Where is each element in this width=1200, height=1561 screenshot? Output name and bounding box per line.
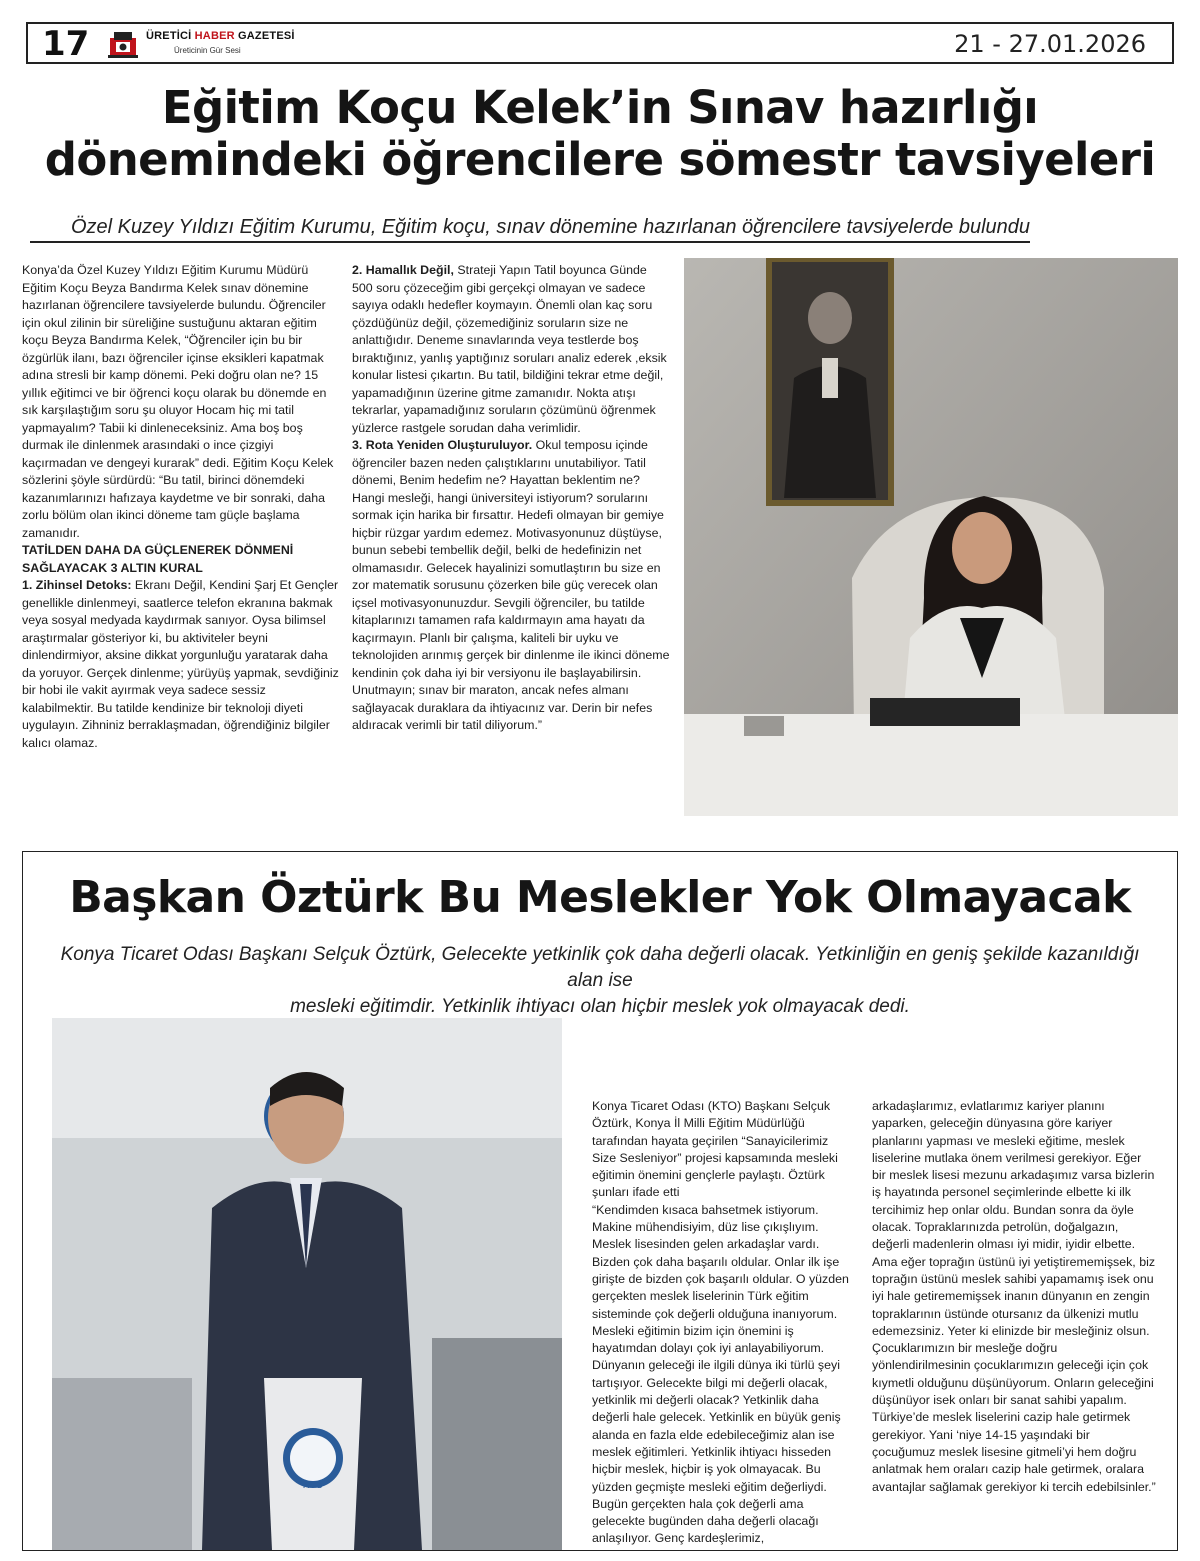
article2-headline: Başkan Öztürk Bu Meslekler Yok Olmayacak — [69, 872, 1131, 923]
article1-subtitle: Özel Kuzey Yıldızı Eğitim Kurumu, Eğitim koçu, sınav dönemine hazırlanan öğrencilere tavsiyelerde bulundu — [30, 214, 1030, 243]
article1-section-heading: TATİLDEN DAHA DA GÜÇLENEREK DÖNMENİ SAĞLAYACAK 3 ALTIN KURAL — [22, 543, 294, 575]
page-number: 17 — [42, 24, 90, 64]
article2-column-2 — [872, 1098, 1156, 1496]
newspaper-name: ÜRETİCİ HABER GAZETESİ — [146, 30, 295, 42]
article1-headline: Eğitim Koçu Kelek’in Sınav hazırlığı dönemindeki öğrencilere sömestr tavsiyeleri — [44, 81, 1156, 186]
article2-column-1 — [592, 1098, 854, 1548]
article2-para-1: Konya Ticaret Odası (KTO) Başkanı Selçuk Öztürk, Konya İl Milli Eğitim Müdürlüğü tarafından hayata geçirilen “Sanayicilerimiz Size Sesleniyor” projesi kapsamında mesleki eğitimin önemini gençlerle paylaştı. Öztürk şunları ifade etti — [592, 1099, 838, 1200]
newspaper-tagline: Üreticinin Gür Sesi — [174, 46, 241, 55]
page-header — [26, 22, 1174, 64]
podium-logo-text: KTO — [302, 1480, 324, 1491]
article1-column-2 — [352, 262, 670, 735]
issue-date: 21 - 27.01.2026 — [954, 30, 1146, 58]
article1-photo — [684, 258, 1178, 816]
article2-para-3: arkadaşlarımız, evlatlarımız kariyer planını yaparken, geleceğin dünyasına göre kariyer planlarını yapması ve mesleki eğitime, meslek liselerine mutlaka önem verilmesi gerekiyor. Eğer bir meslek lisesi mezunu arkadaşımız varsa bizlerin iş hayatında personel seçimlerinde elbette ki ilk tercihimiz hep onlar oldu. Bundan sonra da öyle olacak. Topraklarınızda petrolün, doğalgazın, değerli madenlerin olması iyi midir, iyidir elbette. Ama eğer toprağın üstünü iyi yetiştirememişsek, biz toprağın üstünü meslek sahibi yapamamış isek onu iyi hale getirememişsek inanın dünyanın en zengin topraklarının üstünde otursanız da ülkenizi mutlu edemezsiniz. Yeter ki elinizde bir mesleğiniz olsun. Çocuklarımızın bir mesleğe doğru yönlendirilmesinin çocuklarımızın geleceği için çok kıymetli olduğunu düşünüyorum. Onların geleceğini düşünüyor isek onları bir sanat sahibi yapalım. Türkiye’de meslek liselerini cazip hale getirmek gerekiyor. Yani ‘niye 14-15 yaşındaki bir çocuğumuz meslek lisesine gitmeli’yi hem doğru anlatmak hem oraları cazip hale getirmek, oralara avantajlar sağlamak gerekiyor ki tercih edebilsinler.” — [872, 1099, 1156, 1494]
article1-rule1: 1. Zihinsel Detoks: Ekranı Değil, Kendini Şarj Et Gençler genellikle dinlenmeyi, saatlerce telefon ekranına bakmak veya sosyal medyada kaydırmak sanıyor. Oysa bilimsel araştırmalar gösteriyor ki, bu aktiviteler beyni dinlendirmiyor, aksine dikkat yorgunluğu yaratarak daha da yoruyor. Gerçek dinlenme; yürüyüş yapmak, sevdiğiniz bir hobi ile vakit ayırmak veya sadece sessiz kalabilmektir. Bu tatilde kendinize bir teknoloji diyeti uygulayın. Zihniniz berraklaşmadan, öğrendiğiniz bilgiler kalıcı olamaz. — [22, 578, 339, 750]
article1-rule2: 2. Hamallık Değil, Strateji Yapın Tatil boyunca Günde 500 soru çözeceğim gibi gerçekçi olmayan ve sadece sayıya odaklı hedefler koymayın. Önemli olan kaç soru çözdüğünüz değil, çözemediğiniz soruların size ne anlattığıdır. Deneme sınavlarında veya testlerde boş bıraktığınız, yanlış yaptığınız soruları analiz ederek ,eksik konular listesi çıkartın. Bu tatil, bildiğini tekrar etme değil, yapamadığının üzerine gitme zamanıdır. Nokta atışı tekrarlar, yapamadığınız soruların çözümünü öğrenmek yüzlerce rastgele sorudan daha verimlidir. — [352, 263, 667, 435]
article2-subtitle: Konya Ticaret Odası Başkanı Selçuk Öztürk, Gelecekte yetkinlik çok daha değerli olacak. Yetkinliğin en geniş şekilde kazanıldığı alan ise mesleki eğitimdir. Yetkinlik ihtiyacı olan hiçbir meslek yok olmayacak dedi. — [60, 944, 1140, 1017]
article2-photo — [52, 1018, 562, 1550]
article2-para-2: “Kendimden kısaca bahsetmek istiyorum. Makine mühendisiyim, düz lise çıkışlıyım. Meslek lisesinden gelen arkadaşlar vardı. Bizden çok daha başarılı oldular. Onlar ilk işe girişte de bizden çok başarılı oldular. O yüzden gerçekten meslek liselerinin Türk eğitim sisteminde çok değerli olduğuna inanıyorum. Mesleki eğitimin bizim için önemini iş hayatımdan dolayı çok iyi anlayabiliyorum. Dünyanın geleceği ile ilgili dünya iki türlü şeyi tartışıyor. Gelecekte bilgi mi değerli olacak, yetkinlik mi değerli olacak? Yetkinlik daha değerli hale gelecek. Yetkinlik en büyük geniş alanda en fazla elde edebileceğimiz alan ise meslek eğitimleri. Yetkinlik ihtiyacı hisseden hiçbir meslek, hiçbir iş yok olmayacak. Bu yüzden geçmişte mesleki eğitim değerliydi. Bugün gerçekten hala çok değerli ama gelecekte bugünden daha değerli olacağı anlaşılıyor. Genç kardeşlerimiz, — [592, 1202, 849, 1546]
article1-rule3: 3. Rota Yeniden Oluşturuluyor. Okul temposu içinde öğrenciler bazen neden çalıştıklarını unutabiliyor. Tatil dönemi, Benim hedefim ne? Hayattan beklentim ne? Hangi mesleği, hangi üniversiteyi istiyorum? sorularını sormak için harika bir fırsattır. Hedefi olmayan bir gemiye hiçbir rüzgar yardım edemez. Motivasyonunuz düştüyse, bunun sebebi tembellik değil, belki de hedefinizin net olmamasıdır. Gelecek hayalinizi somutlaştırın bu size en zor matematik sorusunu çözerken bile güç verecek olan içsel motivasyonunuzdur. Sevgili öğrenciler, bu tatilde kitaplarınızı tamamen rafa kaldırmayın ama hayatı da kaçırmayın. Planlı bir çalışma, kaliteli bir uyku ve teknolojiden arınmış gerçek bir dinlenme ile ikinci döneme kendinin çok daha iyi bir versiyonu ile başlayabilirsin. Unutmayın; sınav bir maraton, ancak nefes almanı sağlayacak duraklara da ihtiyacınız var. Derin bir nefes aldıracak verimli bir tatil diliyorum.” — [352, 438, 670, 732]
article1-column-1 — [22, 262, 340, 752]
article1-intro: Konya’da Özel Kuzey Yıldızı Eğitim Kurumu Müdürü Eğitim Koçu Beyza Bandırma Kelek sınav dönemine hazırlanan öğrencilere tavsiyelerde bulundu. Öğrenciler için okul zilinin bir süreliğine sustuğunu aktaran eğitim koçu Beyza Bandırma Kelek, “Öğrenciler için bu bir özgürlük ilanı, bazı öğrenciler içinse eksikleri kapatmak adına stresli bir kamp dönemi. Peki doğru olan ne? 15 yıllık eğitimci ve bir öğrenci koçu olarak bu dönemde en sık karşılaştığım soru şu oluyor Hocam hiç mi tatil yapmayalım? Tabii ki dinleneceksiniz. Ama boş boş durmak ile dinlenmek arasındaki o ince çizgiyi kaçırmadan ve dengeyi kurarak” dedi. Eğitim Koçu Kelek sözlerini şöyle sürdürdü: “Bu tatil, birinci dönemdeki kazanımlarınızı hafızaya kaydetme ve bir sonraki, daha zorlu bölüm olan ikinci döneme tam güçle başlama zamanıdır. — [22, 263, 334, 540]
newspaper-logo-icon — [106, 28, 140, 60]
